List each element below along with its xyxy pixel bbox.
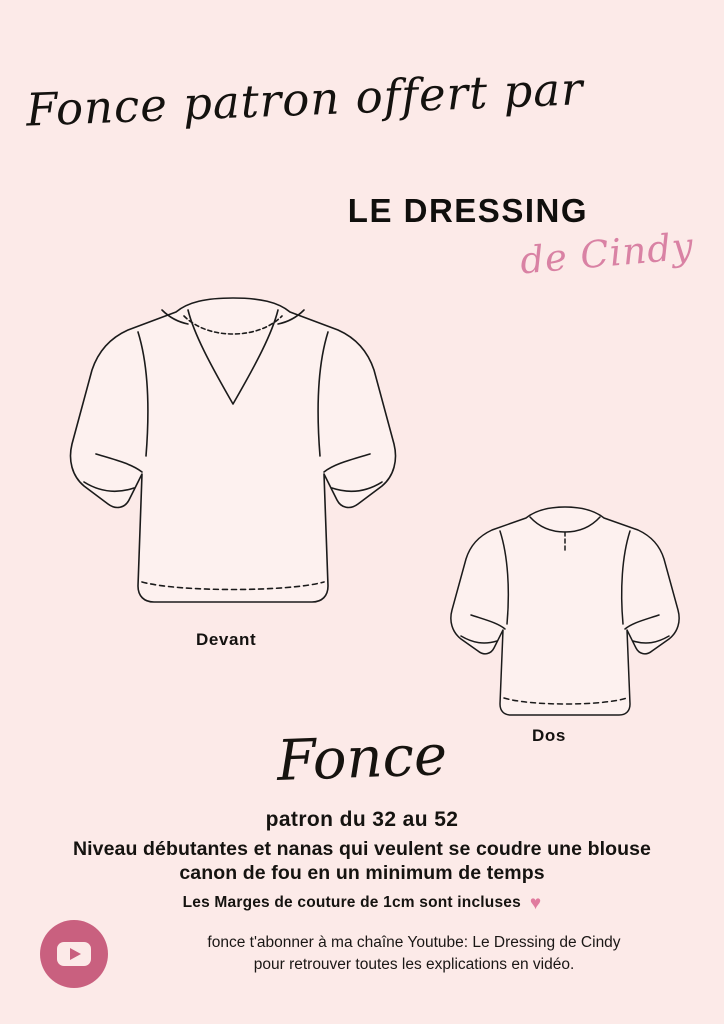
level-line-2: canon de fou en un minimum de temps	[179, 862, 545, 885]
youtube-play-shape	[57, 942, 91, 966]
blouse-front-view-illustration	[38, 286, 428, 626]
headline-text: Fonce patron offert par	[25, 62, 585, 137]
pattern-info-block	[0, 808, 724, 915]
play-triangle-icon	[70, 948, 81, 960]
front-view-caption: Devant	[196, 630, 257, 649]
pattern-title: Fonce	[275, 723, 449, 794]
youtube-icon[interactable]	[40, 920, 108, 988]
back-view-caption: Dos	[532, 726, 566, 745]
footer-line-2: pour retrouver toutes les explications en vidéo.	[253, 956, 575, 974]
footer-line-1: fonce t'abonner à ma chaîne Youtube: Le Dressing de Cindy	[207, 934, 621, 951]
brand-subtitle: de Cindy	[518, 224, 696, 283]
level-line-1: Niveau débutantes et nanas qui veulent se coudre une blouse	[72, 838, 652, 860]
brand-name: LE DRESSING	[347, 192, 588, 229]
size-range-text: patron du 32 au 52	[265, 808, 459, 831]
seam-allowance-note	[0, 893, 724, 915]
blouse-back-view-illustration	[430, 498, 700, 730]
footer	[0, 918, 724, 990]
heart-icon: ♥	[529, 892, 542, 914]
footer-text	[128, 932, 700, 977]
seam-allowance-text: Les Marges de couture de 1cm sont incluses	[182, 893, 521, 911]
